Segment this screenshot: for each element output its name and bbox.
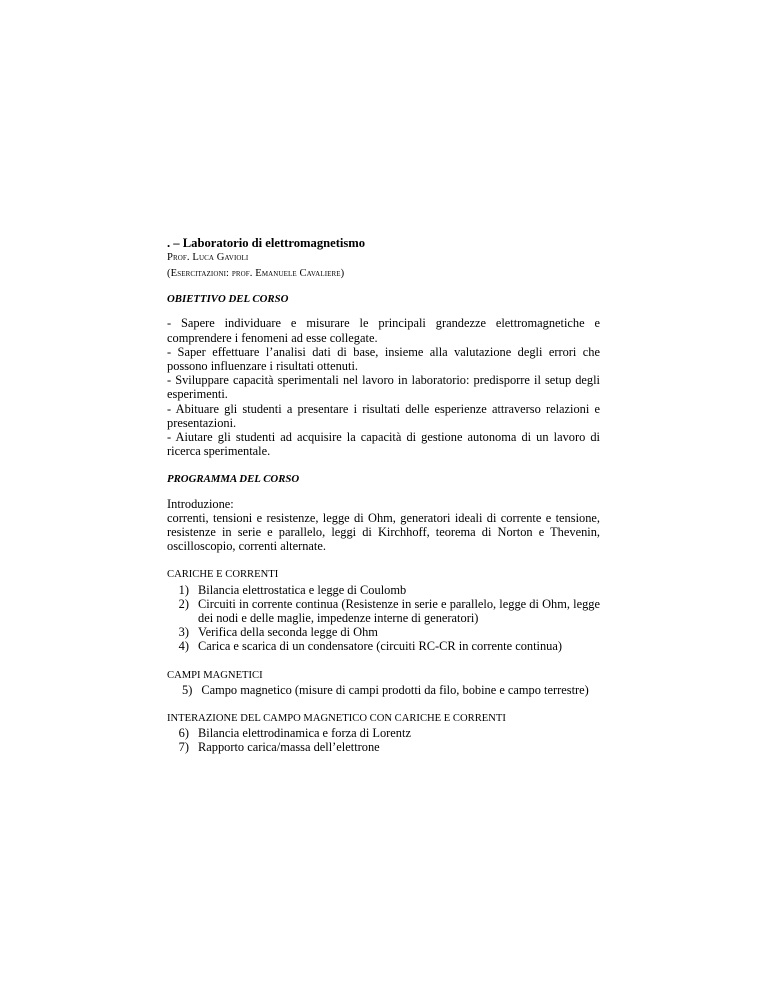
item-number: 4)	[178, 639, 189, 654]
list-item	[167, 740, 600, 754]
charges-list	[167, 583, 600, 654]
interaction-list	[167, 726, 600, 754]
item-text: Bilancia elettrodinamica e forza di Lorentz	[198, 726, 411, 741]
item-text: Verifica della seconda legge di Ohm	[198, 625, 378, 640]
exercises-professor: (Esercitazioni: prof. Emanuele Cavaliere)	[167, 268, 345, 280]
objective-item-1: - Sapere individuare e misurare le principali grandezze elettromagnetiche e comprendere i fenomeni ad esse collegate.	[167, 316, 600, 345]
group-heading-charges: CARICHE E CORRENTI	[167, 569, 279, 581]
intro-label: Introduzione:	[167, 496, 234, 511]
course-description	[167, 236, 600, 755]
professor-name: Prof. Luca Gavioli	[167, 252, 249, 264]
item-text: Circuiti in corrente continua (Resistenze in serie e parallelo, legge di Ohm, legge dei nodi e delle maglie, impedenze interne di generatori)	[198, 596, 600, 626]
group-heading-interaction: INTERAZIONE DEL CAMPO MAGNETICO CON CARICHE E CORRENTI	[167, 713, 506, 725]
item-number: 6)	[178, 726, 189, 741]
professor-line	[167, 250, 600, 266]
item-number: 1)	[178, 582, 189, 597]
group-heading-magnetic-fields: CAMPI MAGNETICI	[167, 669, 263, 681]
intro-text: correnti, tensioni e resistenze, legge di Ohm, generatori ideali di corrente e tensione, resistenze in serie e parallelo, leggi di Kirchhoff, teorema di Norton e Thevenin, oscilloscopio, correnti alternate.	[167, 510, 600, 554]
list-item	[167, 639, 600, 653]
list-item	[167, 597, 600, 625]
item-text: Carica e scarica di un condensatore (circuiti RC-CR in corrente continua)	[198, 639, 563, 654]
item-number: 2)	[178, 596, 189, 611]
objective-heading: OBIETTIVO DEL CORSO	[167, 293, 289, 306]
item-number: 7)	[178, 740, 189, 755]
course-title: . – Laboratorio di elettromagnetismo	[167, 236, 366, 250]
item-text: Rapporto carica/massa dell’elettrone	[198, 740, 380, 755]
list-item	[167, 583, 600, 597]
objective-item-3: - Sviluppare capacità sperimentali nel lavoro in laboratorio: predisporre il setup degli esperimenti.	[167, 373, 600, 402]
program-heading: PROGRAMMA DEL CORSO	[167, 473, 300, 486]
list-item	[167, 625, 600, 639]
exercises-line	[167, 266, 600, 282]
item-number: 3)	[178, 625, 189, 640]
item-text: Bilancia elettrostatica e legge di Coulomb	[198, 582, 407, 597]
objective-item-2: - Saper effettuare l’analisi dati di base, insieme alla valutazione degli errori che possono influenzare i risultati ottenuti.	[167, 344, 600, 374]
list-item	[167, 726, 600, 740]
item-number: 5)	[182, 682, 193, 697]
list-item	[182, 683, 600, 697]
objective-item-4: - Abituare gli studenti a presentare i risultati delle esperienze attraverso relazioni e presentazioni.	[167, 401, 600, 430]
item-text: Campo magnetico (misure di campi prodotti da filo, bobine e campo terrestre)	[201, 682, 589, 697]
objective-item-5: - Aiutare gli studenti ad acquisire la capacità di gestione autonoma di un lavoro di ricerca sperimentale.	[167, 430, 600, 459]
